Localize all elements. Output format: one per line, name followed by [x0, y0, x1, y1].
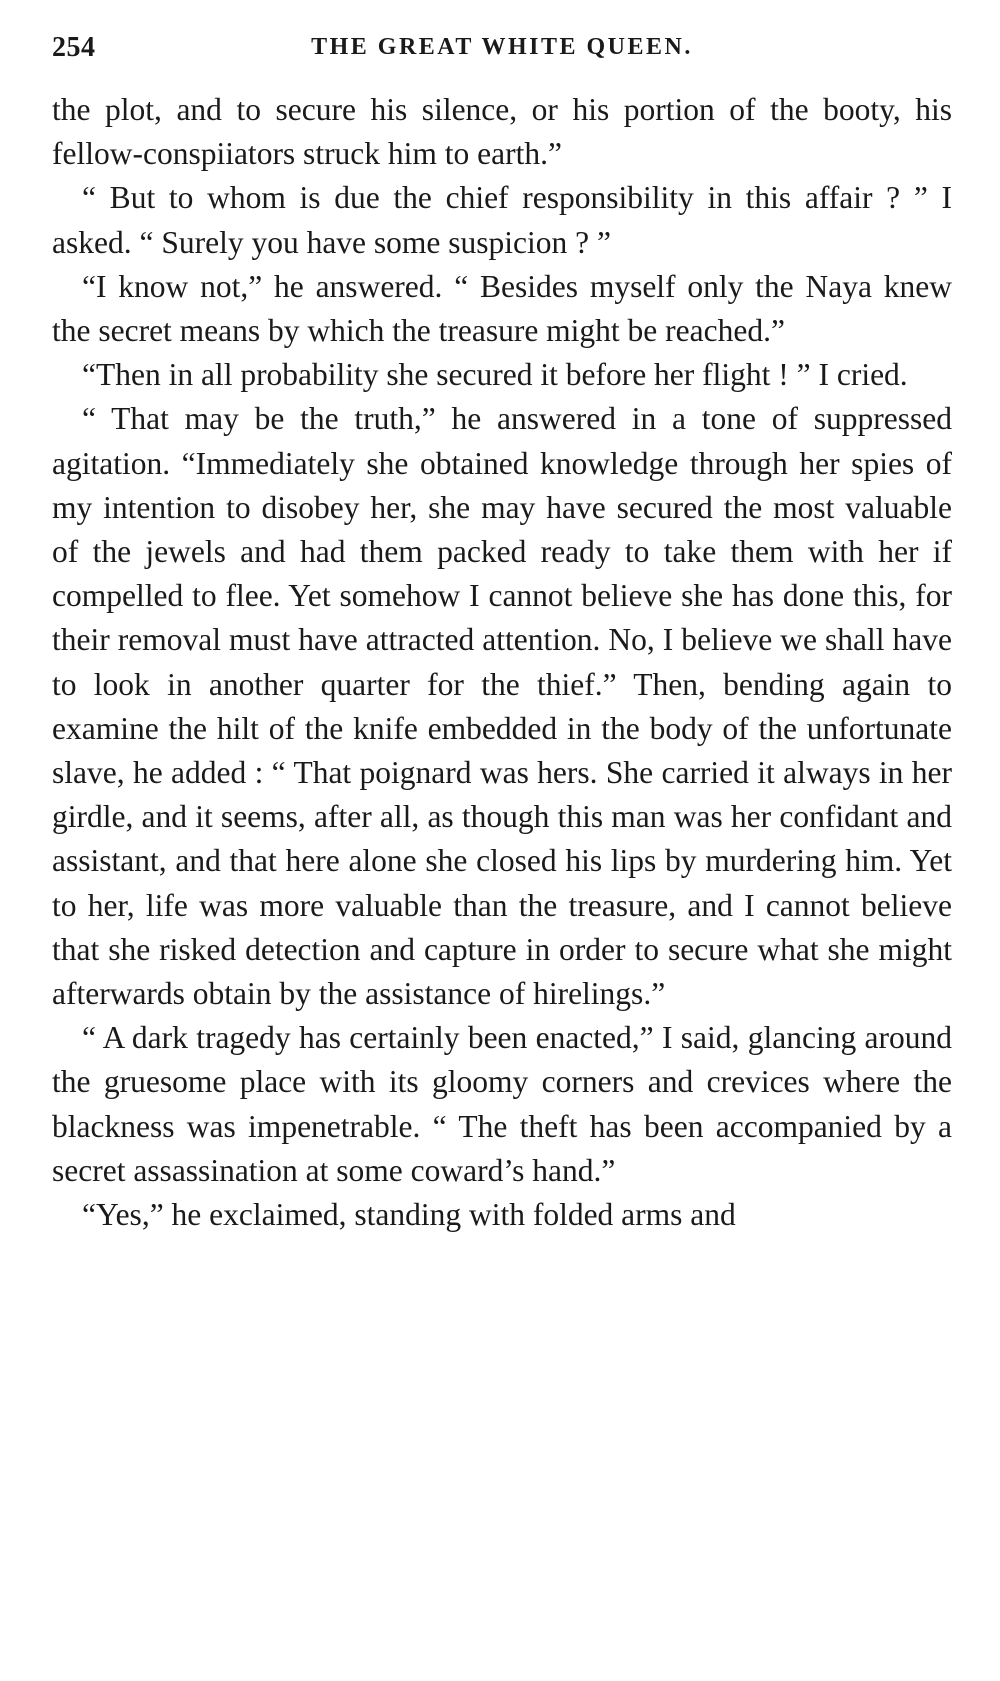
page-header: [52, 30, 952, 74]
paragraph: “Yes,” he exclaimed, standing with folded arms and: [82, 1197, 736, 1233]
paragraph: “I know not,” he answered. “ Besides myself only the Naya knew the secret means by which the treasure might be reached.”: [52, 268, 952, 349]
paragraph: the plot, and to secure his silence, or his portion of the booty, his fellow-conspiiators struck him to earth.”: [52, 92, 952, 172]
running-head: THE GREAT WHITE QUEEN.: [311, 34, 693, 60]
paragraph: “ A dark tragedy has certainly been enacted,” I said, glancing around the gruesome place with its gloomy corners and crevices where the blackness was impenetrable. “ The theft has been accompanied by a secret assassination at some coward’s hand.”: [52, 1020, 952, 1188]
body-text: [52, 88, 952, 1237]
paragraph: “Then in all probability she secured it before her flight ! ” I cried.: [82, 357, 908, 393]
paragraph: “ But to whom is due the chief responsibility in this affair ? ” I asked. “ Surely you have some suspicion ? ”: [52, 180, 952, 260]
page-number: 254: [52, 32, 96, 63]
paragraph: “ That may be the truth,” he answered in a tone of suppressed agitation. “Immediately she obtained knowledge through her spies of my intention to disobey her, she may have secured the most valuable of the jewels and had them packed ready to take them with her if compelled to flee. Yet somehow I cannot believe she has done this, for their removal must have attracted attention. No, I believe we shall have to look in another quarter for the thief.” Then, bending again to examine the hilt of the knife embedded in the body of the unfortunate slave, he added : “ That poignard was hers. She carried it always in her girdle, and it seems, after all, as though this man was her confidant and assistant, and that here alone she closed his lips by murdering him. Yet to her, life was more valuable than the treasure, and I cannot believe that she risked detection and capture in order to secure what she might afterwards obtain by the assistance of hirelings.”: [52, 401, 952, 1012]
book-page: [52, 30, 952, 1237]
